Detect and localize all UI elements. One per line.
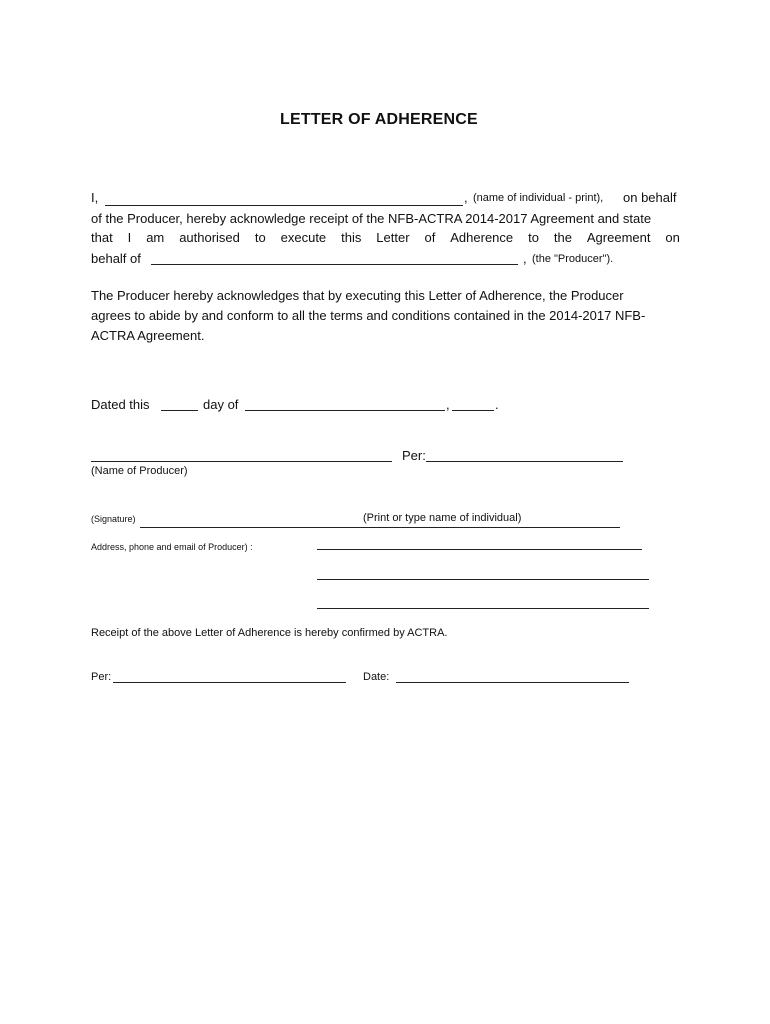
- dated-prefix: Dated this: [91, 397, 150, 412]
- month-blank[interactable]: [245, 410, 445, 411]
- word: authorised: [179, 230, 240, 245]
- receipt-per-label: Per:: [91, 671, 112, 683]
- producer-hint: (the "Producer").: [532, 253, 614, 265]
- signature-label: (Signature): [91, 514, 136, 524]
- word: of: [424, 230, 436, 245]
- para2-line1: The Producer hereby acknowledges that by executing this Letter of Adherence, the Producer: [91, 288, 624, 303]
- name-of-producer-label: (Name of Producer): [91, 465, 188, 477]
- word: Agreement: [586, 230, 651, 245]
- address-line-3[interactable]: [317, 608, 649, 609]
- para1-line1-comma: ,: [464, 190, 468, 205]
- word: Letter: [376, 230, 410, 245]
- word: I: [127, 230, 132, 245]
- word: execute: [280, 230, 327, 245]
- word: that: [91, 230, 113, 245]
- word: Adherence: [450, 230, 514, 245]
- para1-line1-end: on behalf: [623, 190, 677, 205]
- word: to: [254, 230, 266, 245]
- para2-line2: agrees to abide by and conform to all the terms and conditions contained in the 2014-2017 NFB-: [91, 308, 646, 323]
- address-line-2[interactable]: [317, 579, 649, 580]
- word: this: [341, 230, 362, 245]
- receipt-date-blank[interactable]: [396, 682, 629, 683]
- receipt-date-label: Date:: [363, 671, 390, 683]
- para1-line2: of the Producer, hereby acknowledge receipt of the NFB-ACTRA 2014-2017 Agreement and state: [91, 211, 652, 226]
- day-blank[interactable]: [161, 410, 198, 411]
- word: am: [146, 230, 165, 245]
- word: on: [665, 230, 680, 245]
- dated-end: .: [495, 397, 499, 412]
- address-line-1[interactable]: [317, 549, 642, 550]
- para1-line4-start: behalf of: [91, 251, 141, 266]
- signature-line[interactable]: [140, 527, 620, 528]
- word: the: [553, 230, 572, 245]
- receipt-text: Receipt of the above Letter of Adherence is hereby confirmed by ACTRA.: [91, 627, 448, 639]
- para1-line1-start: I,: [91, 190, 99, 205]
- per-label: Per:: [402, 448, 426, 463]
- year-blank[interactable]: [452, 410, 494, 411]
- producer-name-line[interactable]: [91, 461, 392, 462]
- para1-line4-comma: ,: [523, 251, 527, 266]
- individual-name-blank[interactable]: [105, 205, 463, 206]
- receipt-per-blank[interactable]: [113, 682, 346, 683]
- individual-name-hint: (name of individual - print),: [473, 192, 604, 204]
- para1-line3: [91, 230, 680, 245]
- per-blank[interactable]: [426, 461, 623, 462]
- print-name-label: (Print or type name of individual): [363, 512, 522, 524]
- address-label: Address, phone and email of Producer) :: [91, 542, 253, 552]
- document-title: LETTER OF ADHERENCE: [280, 111, 478, 128]
- dated-sep: ,: [446, 397, 450, 412]
- word: to: [528, 230, 539, 245]
- producer-name-blank[interactable]: [151, 264, 518, 265]
- dated-day-of: day of: [203, 397, 239, 412]
- para2-line3: ACTRA Agreement.: [91, 328, 205, 343]
